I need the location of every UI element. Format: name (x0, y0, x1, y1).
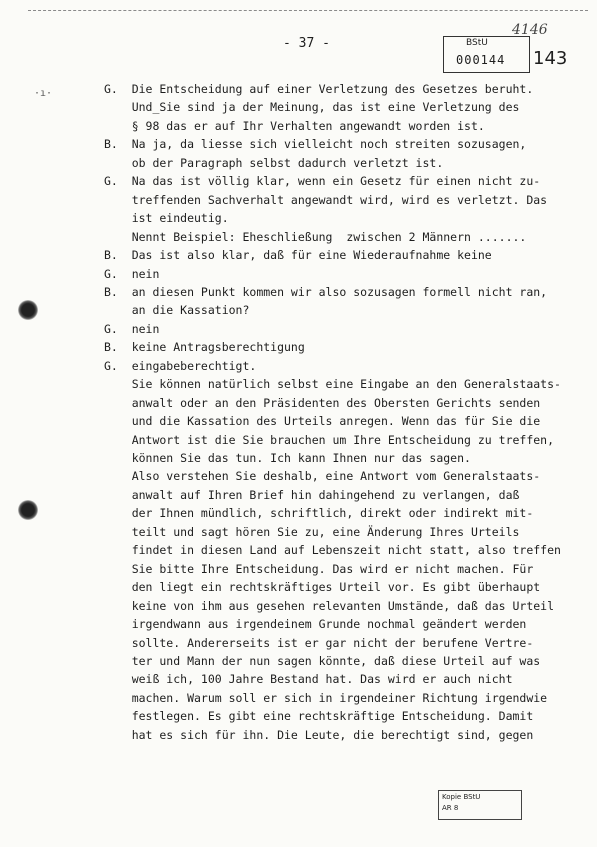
transcript-line: hat es sich für ihn. Die Leute, die berechtigt sind, gegen (104, 727, 534, 742)
stamp-number: 000144 (456, 53, 506, 67)
copy-stamp-line2: AR 8 (442, 804, 459, 812)
transcript-line: ob der Paragraph selbst dadurch verletzt ist. (104, 155, 444, 170)
transcript-line: Sie können natürlich selbst eine Eingabe an den Generalstaats- (104, 377, 561, 392)
top-edge-line (28, 10, 588, 11)
punch-hole-top (18, 300, 38, 320)
transcript-line: der Ihnen mündlich, schriftlich, direkt oder indirekt mit- (104, 506, 534, 521)
transcript-line: Nennt Beispiel: Eheschließung zwischen 2 Männern ....... (104, 229, 527, 244)
transcript-line: keine von ihm aus gesehen relevanten Umstände, daß das Urteil (104, 598, 555, 613)
transcript-line: festlegen. Es gibt eine rechtskräftige Entscheidung. Damit (104, 709, 534, 724)
punch-hole-bottom (18, 500, 38, 520)
transcript-line: Also verstehen Sie deshalb, eine Antwort vom Generalstaats- (104, 469, 541, 484)
transcript-line: und die Kassation des Urteils anregen. Wenn das für Sie die (104, 414, 541, 429)
transcript-line: ist eindeutig. (104, 211, 229, 226)
stamp-label: BStU (466, 38, 488, 48)
transcript-line: anwalt oder an den Präsidenten des Obersten Gerichts senden (104, 395, 541, 410)
transcript-line: B. Das ist also klar, daß für eine Wiederaufnahme keine (104, 248, 492, 263)
transcript-line: B. keine Antragsberechtigung (104, 340, 305, 355)
folio-number: 143 (533, 48, 568, 69)
transcript-line: teilt und sagt hören Sie zu, eine Änderung Ihres Urteils (104, 524, 520, 539)
transcript-line: B. Na ja, da liesse sich vielleicht noch streiten sozusagen, (104, 137, 527, 152)
transcript-line: sollte. Andererseits ist er gar nicht der berufene Vertre- (104, 635, 534, 650)
transcript-line: machen. Warum soll er sich in irgendeiner Richtung irgendwie (104, 690, 548, 705)
transcript-line: G. nein (104, 321, 160, 336)
transcript-line: können Sie das tun. Ich kann Ihnen nur das sagen. (104, 451, 471, 465)
transcript-line: Und_Sie sind ja der Meinung, das ist eine Verletzung des (104, 100, 520, 115)
copy-stamp (438, 790, 522, 820)
handwritten-folio: 4146 (512, 22, 548, 38)
transcript-line: ter und Mann der nun sagen könnte, daß diese Urteil auf was (104, 653, 541, 668)
page-number: - 37 - (283, 36, 330, 51)
transcript-line: weiß ich, 100 Jahre Bestand hat. Das wird er auch nicht (104, 672, 513, 687)
transcript-line: G. eingabeberechtigt. (104, 358, 257, 373)
transcript-line: an die Kassation? (104, 303, 250, 318)
archive-stamp (443, 36, 530, 73)
transcript-line: findet in diesen Land auf Lebenszeit nicht statt, also treffen (104, 543, 561, 558)
transcript-line: § 98 das er auf Ihr Verhalten angewandt worden ist. (104, 118, 485, 133)
transcript-line: G. Na das ist völlig klar, wenn ein Gesetz für einen nicht zu- (104, 174, 541, 189)
transcript-line: irgendwann aus irgendeinem Grunde nochmal geändert werden (104, 617, 527, 632)
transcript-line: G. Die Entscheidung auf einer Verletzung des Gesetzes beruht. (104, 82, 534, 96)
transcript-line: den liegt ein rechtskräftiges Urteil vor. Es gibt überhaupt (104, 580, 541, 595)
transcript-line: treffenden Sachverhalt angewandt wird, wird es verletzt. Das (104, 192, 548, 207)
copy-stamp-line1: Kopie BStU (442, 793, 481, 801)
transcript-line: G. nein (104, 266, 160, 281)
margin-mark: ·ı· (34, 88, 53, 99)
transcript-line: Sie bitte Ihre Entscheidung. Das wird er nicht machen. Für (104, 561, 534, 576)
transcript-line: Antwort ist die Sie brauchen um Ihre Entscheidung zu treffen, (104, 432, 555, 447)
transcript-line: B. an diesen Punkt kommen wir also sozusagen formell nicht ran, (104, 284, 548, 299)
transcript-line: anwalt auf Ihren Brief hin dahingehend zu verlangen, daß (104, 487, 520, 502)
